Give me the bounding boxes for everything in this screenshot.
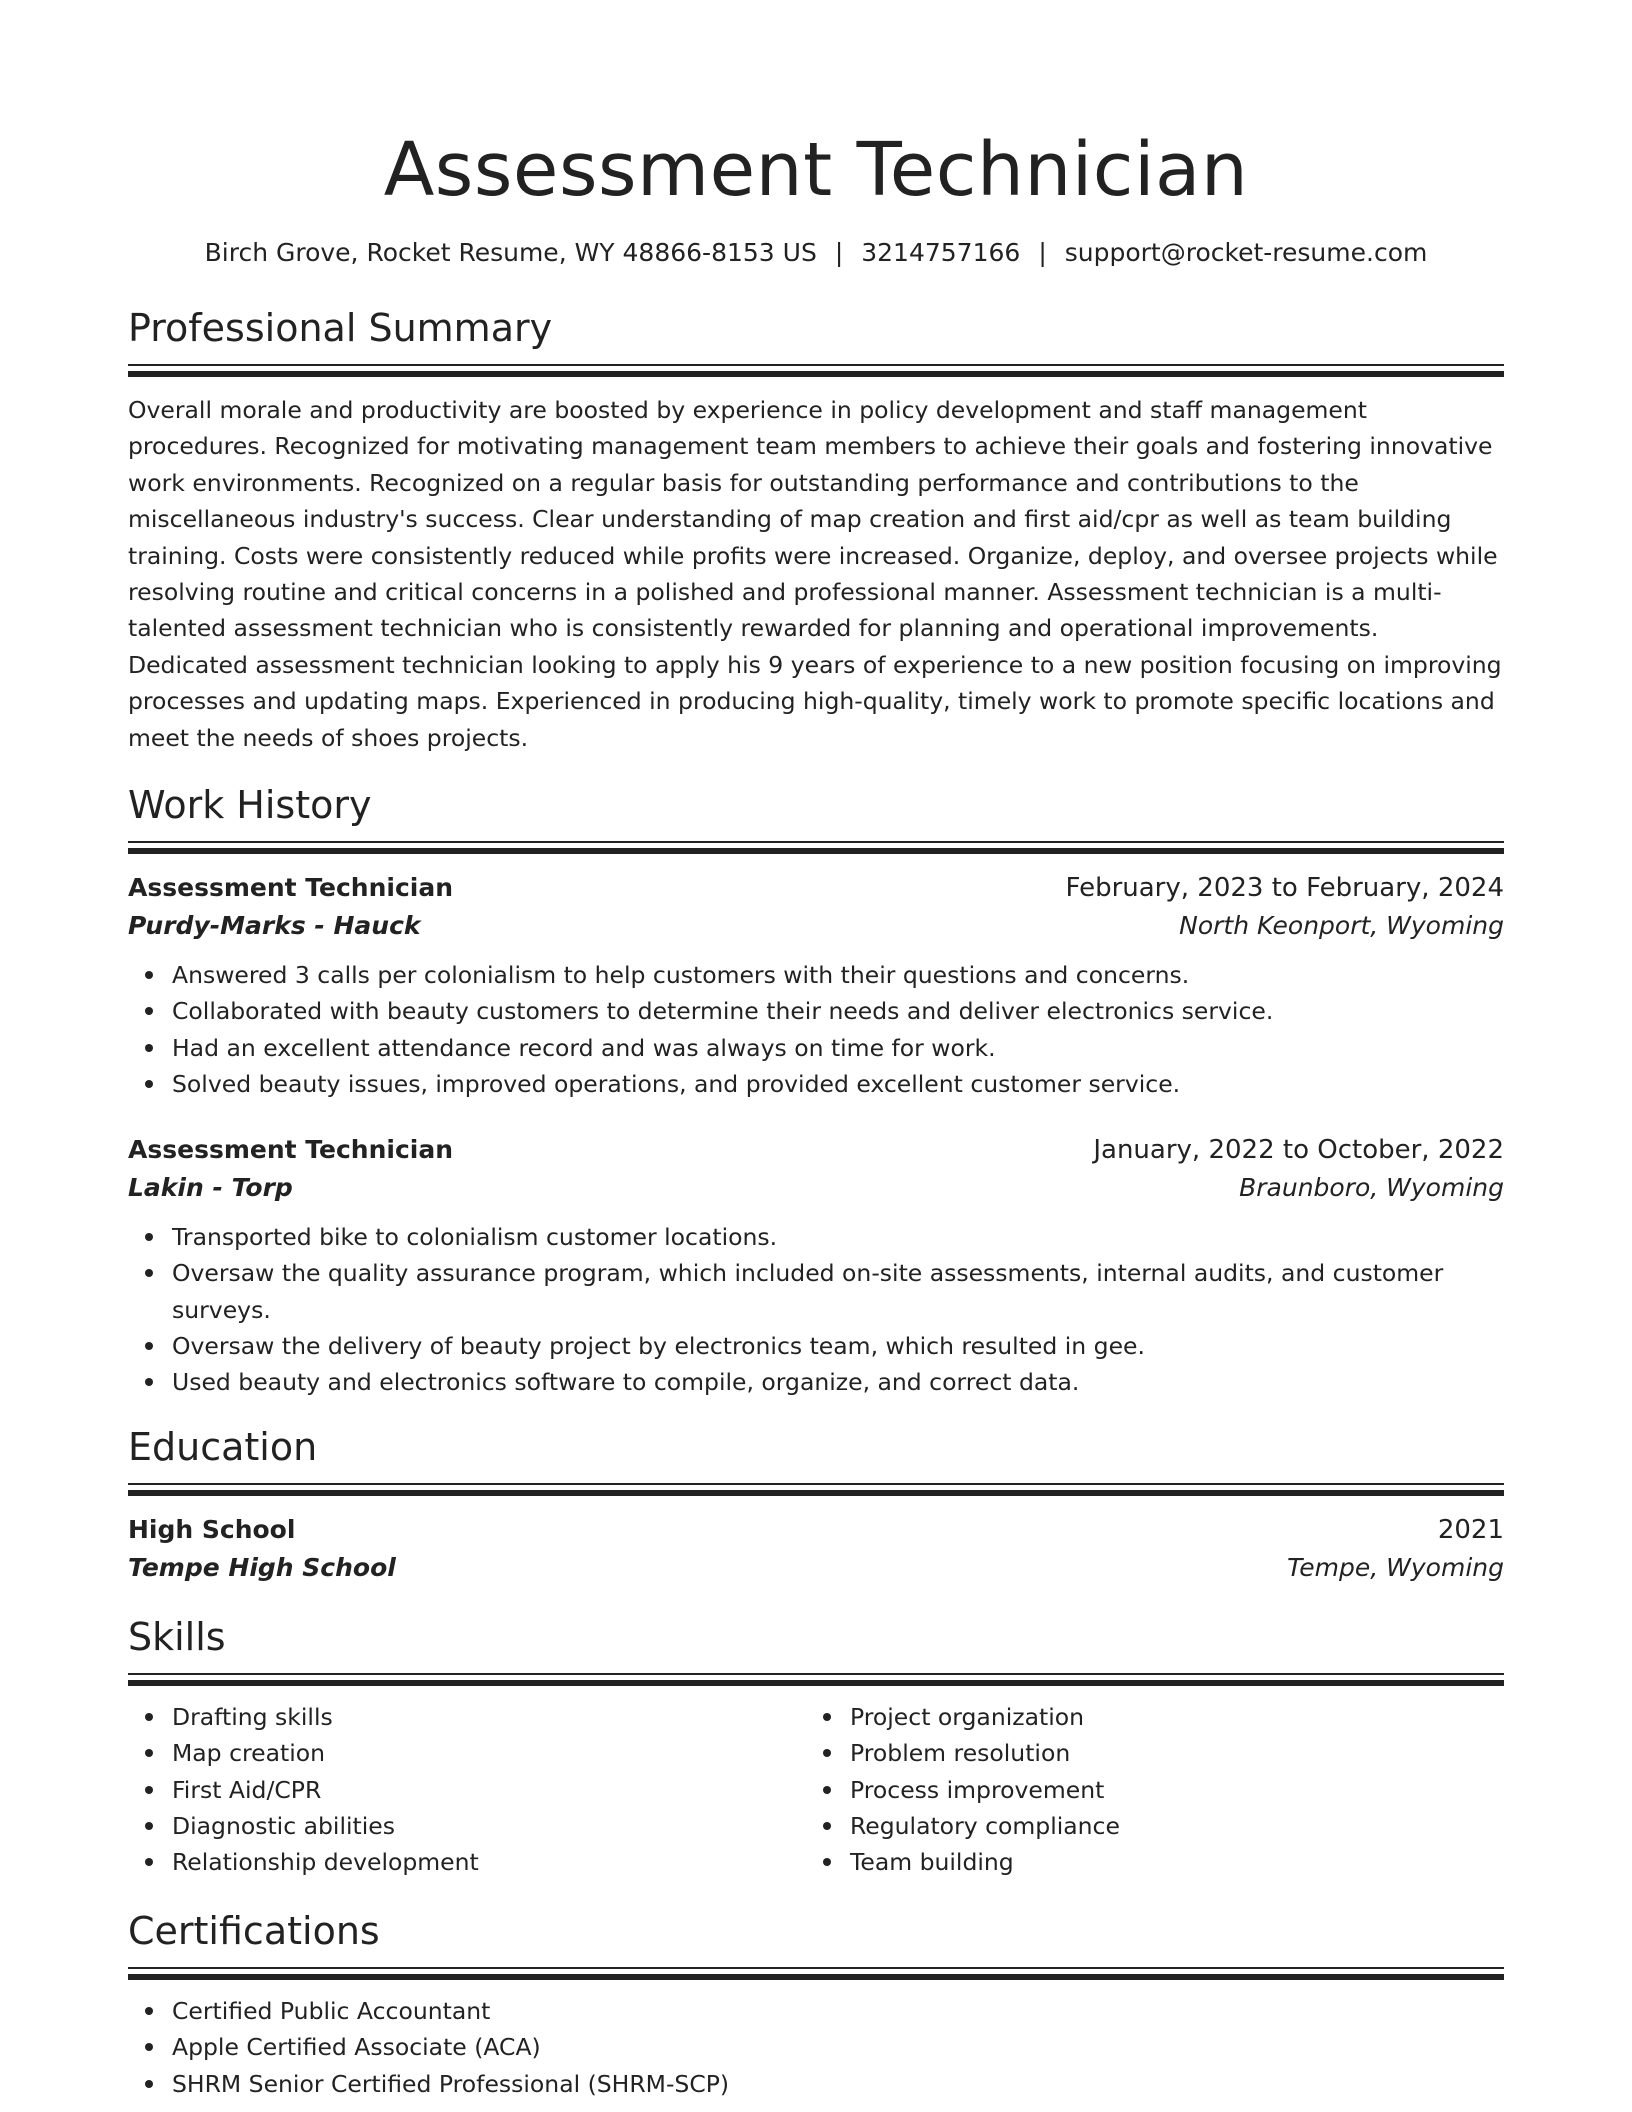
summary-text: Overall morale and productivity are boosted by experience in policy development and staff management procedures. Recognized for motivating management team members to achieve their goals and fostering innovative work environments. Recognized on a regular basis for outstanding performance and contributions to the miscellaneous industry's success. Clear understanding of map creation and first aid/cpr as well as team building training. Costs were consistently reduced while profits were increased. Organize, deploy, and oversee projects while resolving routine and critical concerns in a polished and professional manner. Assessment technician is a multi-talented assessment technician who is consistently rewarded for planning and operational improvements. Dedicated assessment technician looking to apply his 9 years of experience to a new position focusing on improving processes and updating maps. Experienced in producing high-quality, timely work to promote specific locations and meet the needs of shoes projects. <box>128 396 1502 752</box>
job-bullet: Oversaw the delivery of beauty project by electronics team, which resulted in gee. <box>172 1328 1504 1364</box>
section-divider <box>128 1483 1504 1497</box>
candidate-name: Assessment Technician <box>383 127 1249 213</box>
certification-item: Apple Certified Associate (ACA) <box>172 2029 1504 2065</box>
certifications-heading: Certifications <box>128 1908 380 1953</box>
summary-heading: Professional Summary <box>128 306 553 350</box>
skill-item: First Aid/CPR <box>172 1772 806 1808</box>
skill-item: Drafting skills <box>172 1699 806 1735</box>
job-bullet: Had an excellent attendance record and was always on time for work. <box>172 1030 1504 1066</box>
work-history-section <box>128 781 1504 1401</box>
job-employer: Purdy-Marks - Hauck <box>128 911 421 941</box>
skills-grid <box>128 1699 1504 1881</box>
education-section <box>128 1423 1504 1587</box>
skill-item: Process improvement <box>850 1772 1484 1808</box>
education-degree: High School <box>128 1514 296 1544</box>
job-entry <box>128 1131 1504 1401</box>
job-bullet: Transported bike to colonialism customer locations. <box>172 1219 1504 1255</box>
contact-separator: | <box>1038 238 1047 267</box>
skill-item: Regulatory compliance <box>850 1808 1484 1844</box>
job-dates: February, 2023 to February, 2024 <box>1065 873 1504 904</box>
skills-section <box>128 1613 1504 1881</box>
certification-item: SHRM Senior Certified Professional (SHRM-SCP) <box>172 2066 1504 2102</box>
education-heading: Education <box>128 1424 318 1469</box>
skill-item: Diagnostic abilities <box>172 1808 806 1844</box>
resume-page <box>128 0 1504 2102</box>
job-bullets <box>128 957 1504 1103</box>
contact-line <box>128 236 1504 270</box>
job-title: Assessment Technician <box>128 873 454 903</box>
job-location: North Keonport, Wyoming <box>1179 911 1504 941</box>
skill-item: Map creation <box>172 1735 806 1771</box>
skill-item: Project organization <box>850 1699 1484 1735</box>
job-entry <box>128 869 1504 1103</box>
section-divider <box>128 841 1504 855</box>
section-divider <box>128 364 1504 378</box>
education-school: Tempe High School <box>128 1552 396 1582</box>
skill-item: Team building <box>850 1844 1484 1880</box>
section-divider <box>128 1673 1504 1687</box>
education-entry <box>128 1511 1504 1587</box>
skills-column-left <box>128 1699 806 1881</box>
job-dates: January, 2022 to October, 2022 <box>1093 1134 1504 1165</box>
job-bullet: Collaborated with beauty customers to determine their needs and deliver electronics service. <box>172 993 1504 1029</box>
job-bullet: Used beauty and electronics software to compile, organize, and correct data. <box>172 1364 1504 1400</box>
certification-item: Certified Public Accountant <box>172 1993 1504 2029</box>
section-divider <box>128 1967 1504 1981</box>
job-bullet: Answered 3 calls per colonialism to help customers with their questions and concerns. <box>172 957 1504 993</box>
job-employer: Lakin - Torp <box>128 1172 293 1202</box>
skills-heading: Skills <box>128 1614 226 1659</box>
skills-column-right <box>806 1699 1484 1881</box>
work-history-heading: Work History <box>128 783 372 828</box>
certifications-section <box>128 1907 1504 2102</box>
education-location: Tempe, Wyoming <box>1287 1552 1504 1582</box>
summary-section <box>128 304 1504 756</box>
skill-item: Relationship development <box>172 1844 806 1880</box>
job-bullet: Solved beauty issues, improved operations, and provided excellent customer service. <box>172 1066 1504 1102</box>
job-bullet: Oversaw the quality assurance program, which included on-site assessments, internal audits, and customer surveys. <box>172 1255 1504 1328</box>
education-year: 2021 <box>1437 1514 1504 1545</box>
job-location: Braunboro, Wyoming <box>1239 1172 1504 1202</box>
contact-phone: 3214757166 <box>861 238 1021 267</box>
job-title: Assessment Technician <box>128 1134 454 1164</box>
job-bullets <box>128 1219 1504 1401</box>
contact-address: Birch Grove, Rocket Resume, WY 48866-8153 US <box>204 238 817 267</box>
contact-separator: | <box>834 238 844 267</box>
certifications-list <box>128 1993 1504 2102</box>
contact-email: support@rocket-resume.com <box>1064 238 1428 267</box>
skill-item: Problem resolution <box>850 1735 1484 1771</box>
